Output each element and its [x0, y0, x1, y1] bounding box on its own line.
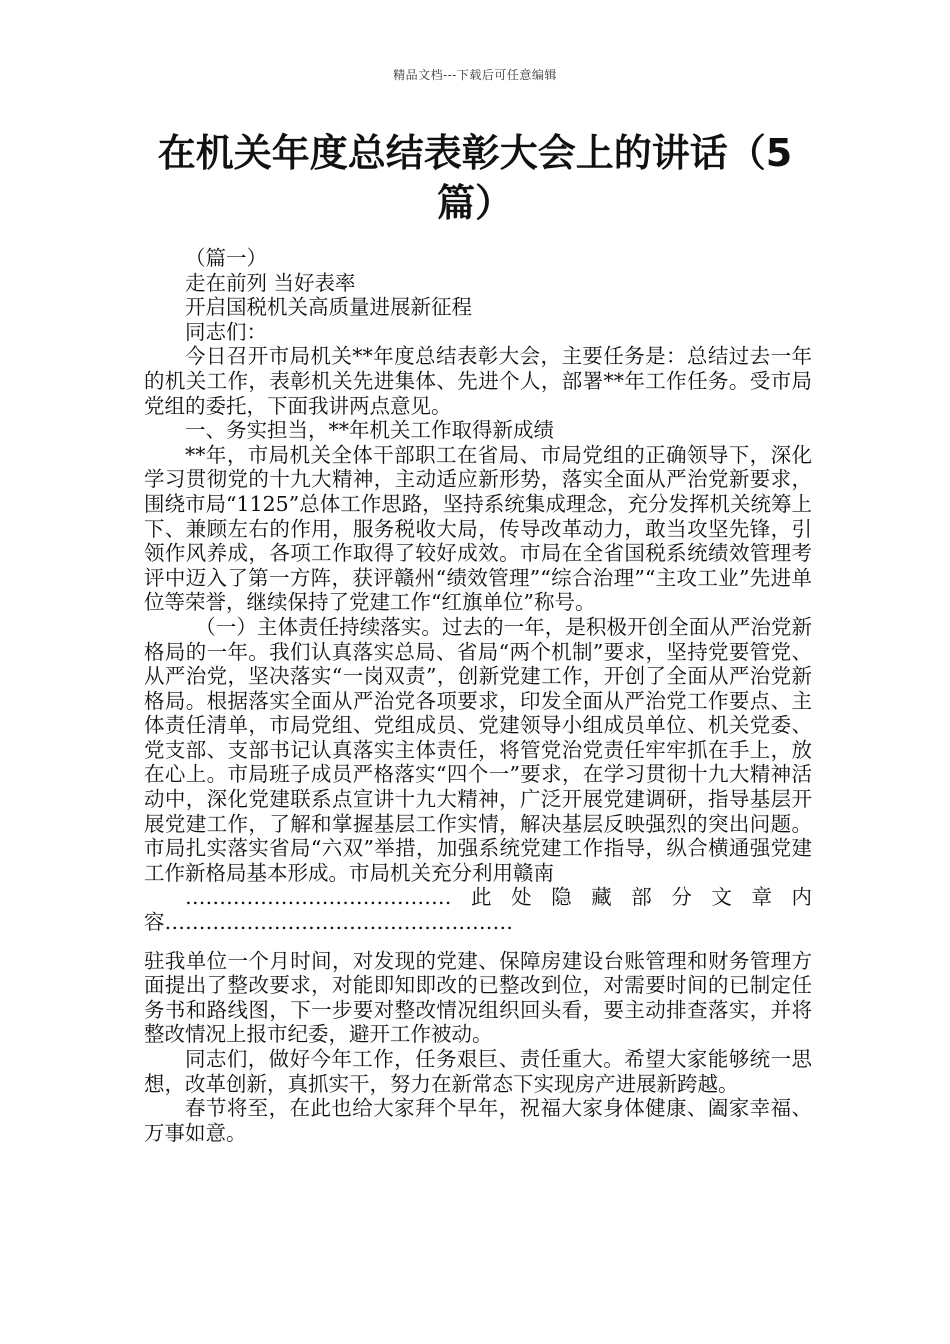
- salutation: 同志们：: [185, 319, 267, 344]
- header-note: 精品文档---下载后可任意编辑: [393, 68, 557, 82]
- paragraph-1: 今日召开市局机关**年度总结表彰大会，主要任务是：总结过去一年的机关工作，表彰机关先进集体、先进个人，部署**年工作任务。受市局党组的委托，下面我讲两点意见。: [144, 344, 812, 418]
- closing-paragraph-3: 春节将至，在此也给大家拜个早年，祝福大家身体健康、阖家幸福、万事如意。: [144, 1096, 812, 1145]
- subtitle-2: 开启国税机关高质量进展新征程: [185, 295, 472, 320]
- document-title: 在机关年度总结表彰大会上的讲话（5篇）: [157, 131, 793, 225]
- section-heading-1: 一、务实担当，**年机关工作取得新成绩: [185, 418, 554, 443]
- spacer: [144, 935, 812, 949]
- document-body: [144, 246, 812, 1145]
- section-label: （篇一）: [185, 246, 267, 270]
- paragraph-3: （一）主体责任持续落实。过去的一年，是积极开创全面从严治党新格局的一年。我们认真落实总局、省局“两个机制”要求，坚持党要管党、从严治党，坚决落实“一岗双责”，创新党建工作，开创了全面从严治党新格局。根据落实全面从严治党各项要求，印发全面从严治党工作要点、主体责任清单，市局党组、党组成员、党建领导小组成员单位、机关党委、党支部、支部书记认真落实主体责任，将管党治党责任牢牢抓在手上，放在心上。市局班子成员严格落实“四个一”要求，在学习贯彻十九大精神活动中，深化党建联系点宣讲十九大精神，广泛开展党建调研，指导基层开展党建工作，了解和掌握基层工作实情，解决基层反映强烈的突出问题。市局扎实落实省局“六双”举措，加强系统党建工作指导，纵合横通强党建工作新格局基本形成。市局机关充分利用赣南: [144, 614, 812, 885]
- closing-paragraph-2: 同志们，做好今年工作，任务艰巨、责任重大。希望大家能够统一思想，改革创新，真抓实干，努力在新常态下实现房产进展新跨越。: [144, 1047, 812, 1096]
- paragraph-2: **年，市局机关全体干部职工在省局、市局党组的正确领导下，深化学习贯彻党的十九大精神，主动适应新形势，落实全面从严治党新要求，围绕市局“1125”总体工作思路，坚持系统集成理念，充分发挥机关统筹上下、兼顾左右的作用，服务税收大局，传导改革动力，敢当攻坚先锋，引领作风养成，各项工作取得了较好成效。市局在全省国税系统绩效管理考评中迈入了第一方阵，获评赣州“绩效管理”“综合治理”“主攻工业”先进单位等荣誉，继续保持了党建工作“红旗单位”称号。: [144, 442, 812, 615]
- hidden-content-note: …………………………………此处隐藏部分文章内容……………………………………………: [144, 885, 812, 935]
- closing-paragraph-1: 驻我单位一个月时间，对发现的党建、保障房建设台账管理和财务管理方面提出了整改要求，对能即知即改的已整改到位，对需要时间的已制定任务书和路线图，下一步要对整改情况组织回头看，要主动排查落实，并将整改情况上报市纪委，避开工作被动。: [144, 948, 812, 1047]
- subtitle-1: 走在前列 当好表率: [185, 270, 356, 295]
